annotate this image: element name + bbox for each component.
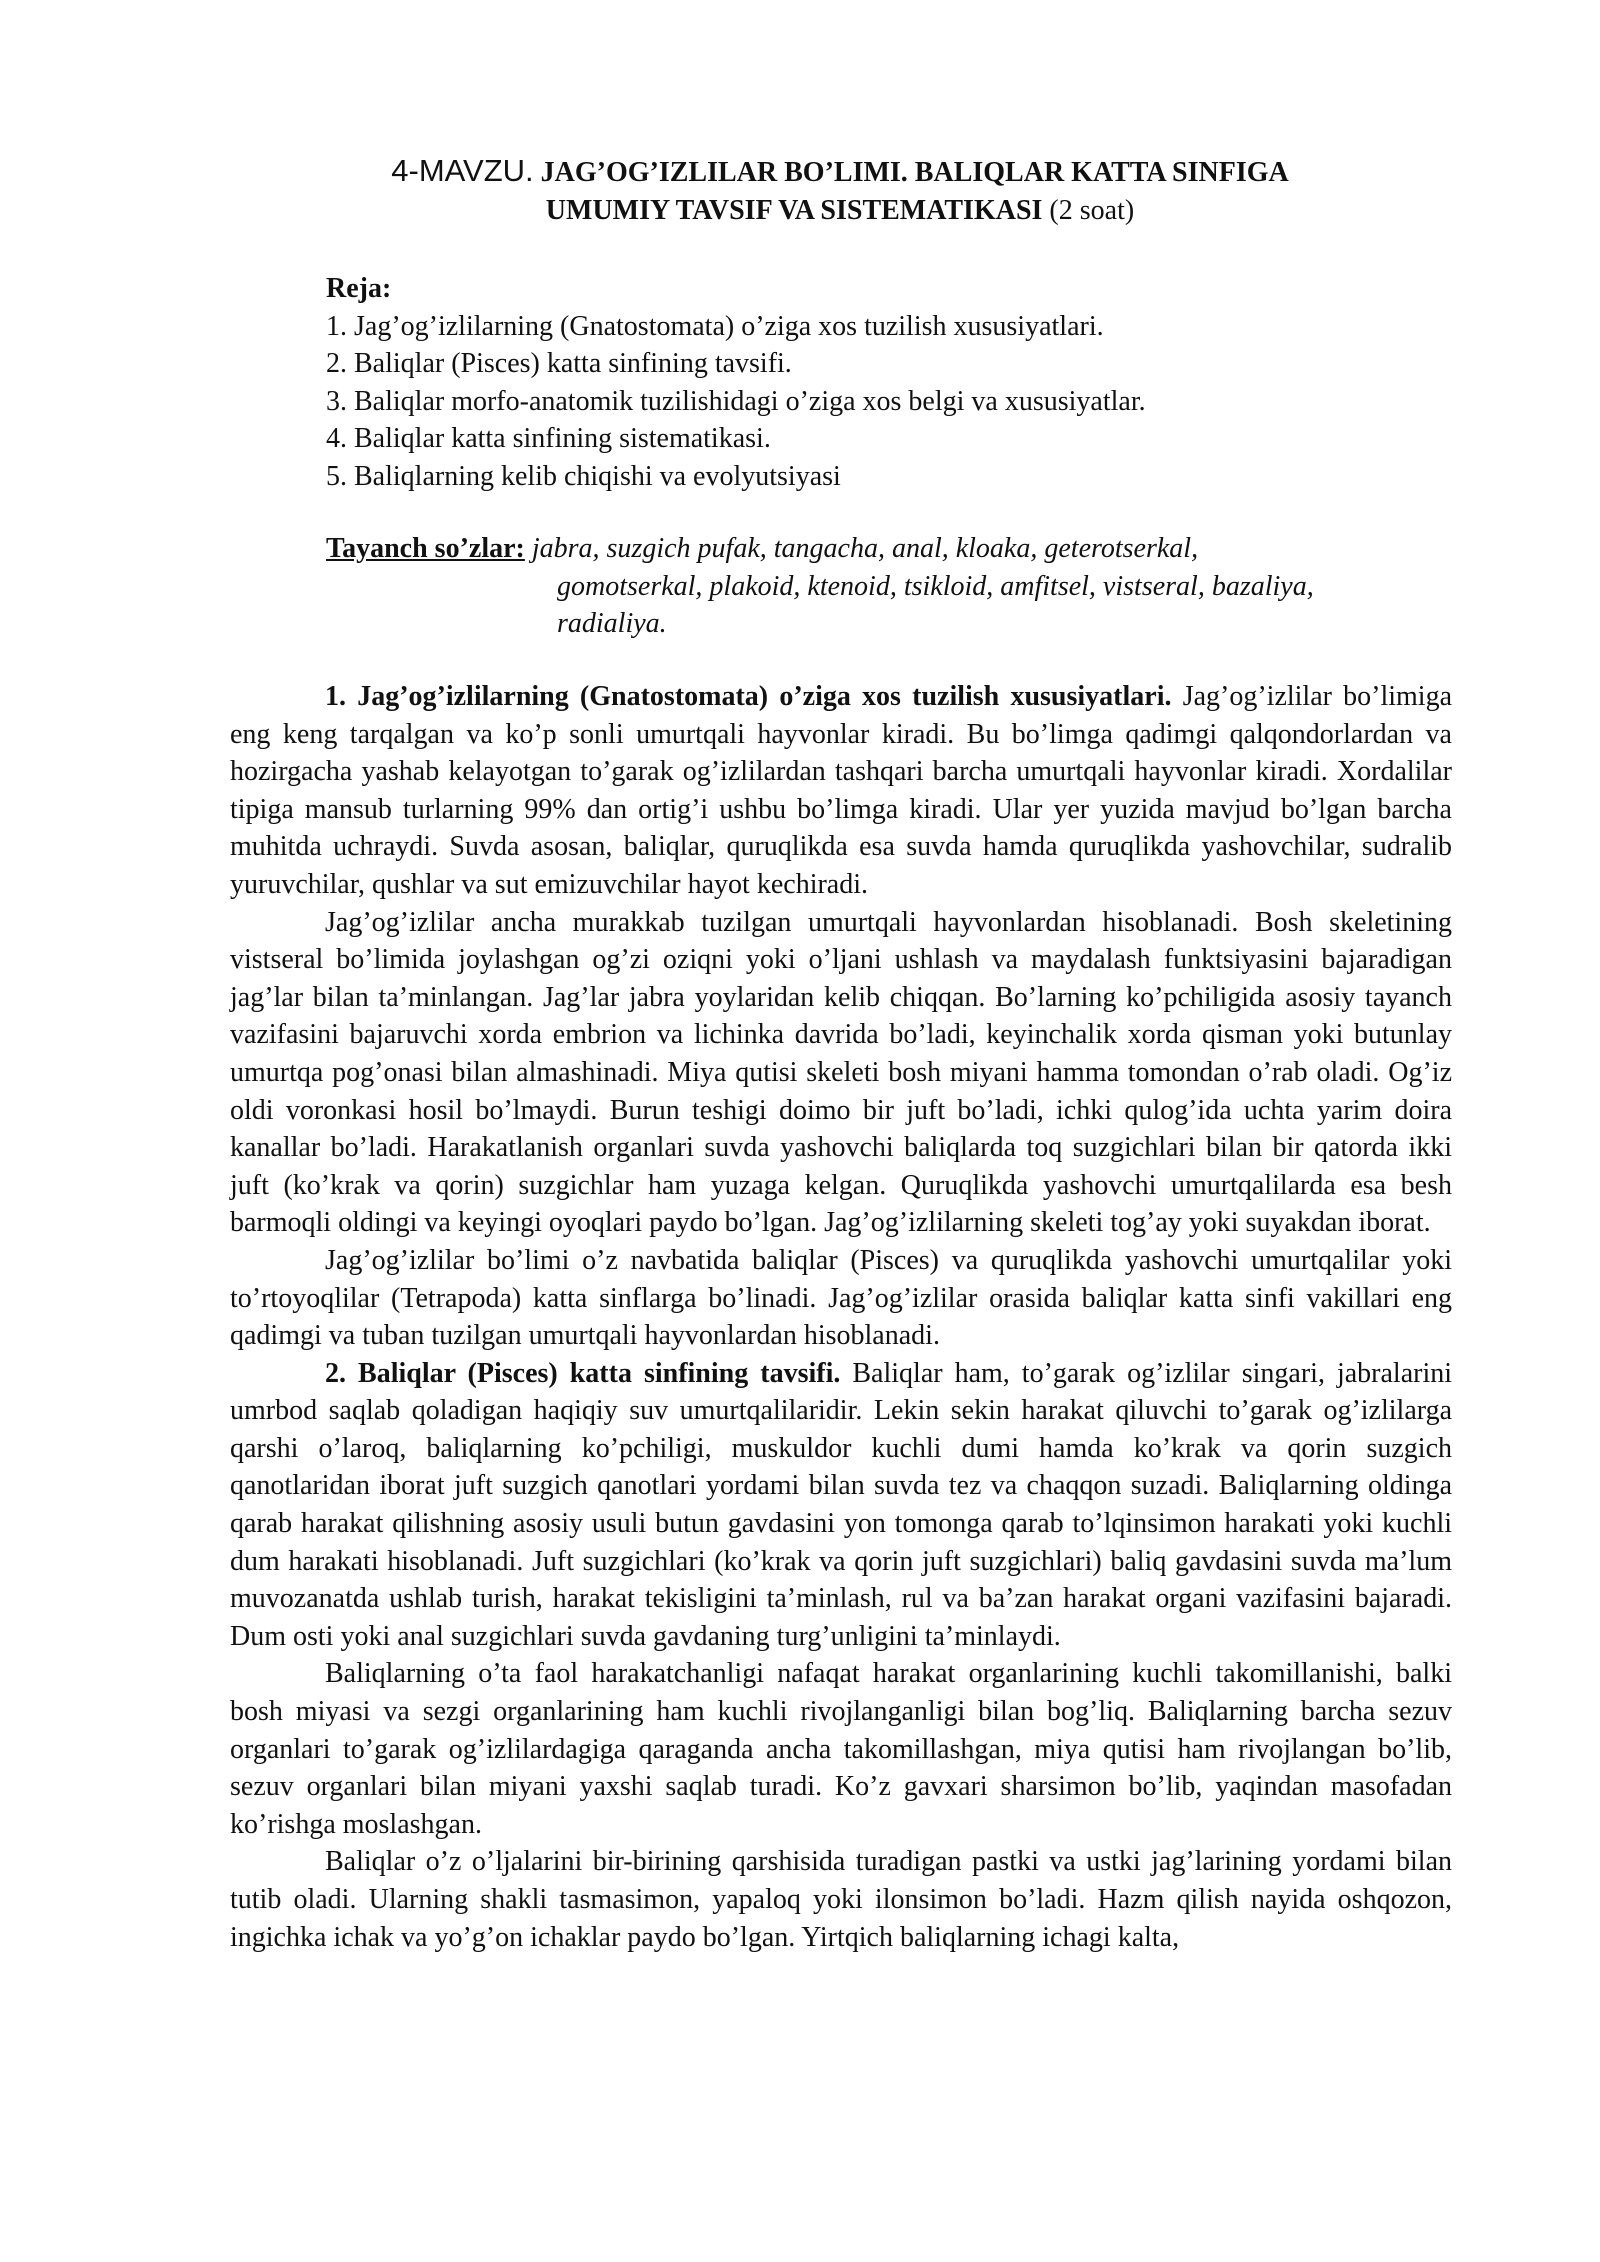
plan-item: 5. Baliqlarning kelib chiqishi va evolyutsiyasi <box>326 460 841 492</box>
paragraph <box>230 1242 1452 1355</box>
paragraph <box>230 1355 1452 1656</box>
section-heading: 2. Baliqlar (Pisces) katta sinfining tavsifi. <box>325 1357 841 1389</box>
paragraph-text: Jag’og’izlilar bo’limi o’z navbatida baliqlar (Pisces) va quruqlikda yashovchi umurtqalilar yoki to’rtoyoqlilar (Tetrapoda) katta sinflarga bo’linadi. Jag’og’izlilar orasida baliqlar katta sinfi vakillari eng qadimgi va tuban tuzilgan umurtqali hayvonlardan hisoblanadi. <box>230 1244 1452 1352</box>
keywords-text-3: radialiya. <box>557 608 667 639</box>
title-bold-line-1: JAG’OG’IZLILAR BO’LIMI. BALIQLAR KATTA SINFIGA <box>540 157 1289 188</box>
keywords-text-1: jabra, suzgich pufak, tangacha, anal, kloaka, geterotserkal, <box>531 533 1199 564</box>
keywords-text-2: gomotserkal, plakoid, ktenoid, tsikloid, amfitsel, vistseral, bazaliya, <box>557 570 1314 602</box>
plan-heading: Reja: <box>326 273 392 304</box>
paragraph-text: Baliqlarning o’ta faol harakatchanligi nafaqat harakat organlarining kuchli takomillanishi, balki bosh miyasi va sezgi organlarining ham kuchli rivojlanganligi bilan bog’liq. Baliqlarning barcha sezuv organlari to’garak og’izlilardagiga qaraganda ancha takomillashgan, miya qutisi ham rivojlangan bo’lib, sezuv organlari bilan miyani yaxshi saqlab turadi. Ko’z gavxari sharsimon bo’lib, yaqindan masofadan ko’rishga moslashgan. <box>230 1658 1452 1840</box>
paragraph <box>230 678 1452 904</box>
keywords-section <box>326 530 1456 643</box>
paragraph-text: Jag’og’izlilar ancha murakkab tuzilgan umurtqali hayvonlardan hisoblanadi. Bosh skeletining vistseral bo’limida joylashgan og’zi oziqni yoki o’ljani ushlash va maydalash funktsiyasini bajaradigan jag’lar bilan ta’minlangan. Jag’lar jabra yoylaridan kelib chiqqan. Bo’larning ko’pchiligida asosiy tayanch vazifasini bajaruvchi xorda embrion va lichinka davrida bo’ladi, keyinchalik xorda qisman yoki butunlay umurtqa pog’onasi bilan almashinadi. Miya qutisi skeleti bosh miyani hamma tomondan o’rab oladi. Og’iz oldi voronkasi hosil bo’lmaydi. Burun teshigi doimo bir juft bo’ladi, ichki qulog’ida uchta yarim doira kanallar bo’ladi. Harakatlanish organlari suvda yashovchi baliqlarda toq suzgichlari bilan bir qatorda ikki juft (ko’krak va qorin) suzgichlar ham yuzaga kelgan. Quruqlikda yashovchi umurtqalilarda esa besh barmoqli oldingi va keyingi oyoqlari paydo bo’lgan. Jag’og’izlilarning skeleti tog’ay yoki suyakdan iborat. <box>230 906 1452 1239</box>
plan-item: 3. Baliqlar morfo-anatomik tuzilishidagi o’ziga xos belgi va xususiyatlar. <box>326 385 1146 417</box>
body-text <box>230 678 1452 1956</box>
section-heading: 1. Jag’og’izlilarning (Gnatostomata) o’ziga xos tuzilish xususiyatlari. <box>325 681 1172 712</box>
paragraph-text: Baliqlar ham, to’garak og’izlilar singari, jabralarini umrbod saqlab qoladigan haqiqiy suv umurtqalilaridir. Lekin sekin harakat qiluvchi to’garak og’izlilarga qarshi o’laroq, baliqlarning ko’pchiligi, muskuldor kuchli dumi hamda ko’krak va qorin suzgich qanotlaridan iborat juft suzgich qanotlari yordami bilan suvda tez va chaqqon suzadi. Baliqlarning oldinga qarab harakat qilishning asosiy usuli butun gavdasini yon tomonga qarab to’lqinsimon harakati yoki kuchli dum harakati hisoblanadi. Juft suzgichlari (ko’krak va qorin juft suzgichlari) baliq gavdasini suvda ma’lum muvozanatda ushlab turish, harakat tekisligini ta’minlash, rul va ba’zan harakat organi vazifasini bajaradi. Dum osti yoki anal suzgichlari suvda gavdaning turg’unligini ta’minlaydi. <box>230 1357 1452 1652</box>
title-line-2 <box>280 192 1400 230</box>
plan-item: 4. Baliqlar katta sinfining sistematikasi. <box>326 423 771 454</box>
plan-section <box>326 270 1426 495</box>
paragraph-text: Jag’og’izlilar bo’limiga eng keng tarqalgan va ko’p sonli umurtqali hayvonlar kiradi. Bu bo’limga qadimgi qalqondorlardan va hozirgacha yashab kelayotgan to’garak og’izlilardan tashqari barcha umurtqali hayvonlar kiradi. Xordalilar tipiga mansub turlarning 99% dan ortig’i ushbu bo’limga kiradi. Ular yer yuzida mavjud bo’lgan barcha muhitda uchraydi. Suvda asosan, baliqlar, quruqlikda esa suvda hamda quruqlikda yashovchilar, sudralib yuruvchilar, qushlar va sut emizuvchilar hayot kechiradi. <box>230 681 1453 900</box>
plan-item: 2. Baliqlar (Pisces) katta sinfining tavsifi. <box>326 348 792 379</box>
paragraph <box>230 1655 1452 1843</box>
topic-number: 4-MAVZU. <box>391 153 534 188</box>
title-hours: (2 soat) <box>1049 195 1135 226</box>
keywords-line-1 <box>326 530 1456 568</box>
page-title <box>280 152 1400 230</box>
title-line-1 <box>280 152 1400 192</box>
paragraph <box>230 904 1452 1242</box>
keywords-label: Tayanch so’zlar: <box>326 533 525 564</box>
title-bold-line-2: UMUMIY TAVSIF VA SISTEMATIKASI <box>545 195 1043 226</box>
paragraph-text: Baliqlar o’z o’ljalarini bir-birining qarshisida turadigan pastki va ustki jag’larining yordami bilan tutib oladi. Ularning shakli tasmasimon, yapaloq yoki ilonsimon bo’ladi. Hazm qilish nayida oshqozon, ingichka ichak va yo’g’on ichaklar paydo bo’lgan. Yirtqich baliqlarning ichagi kalta, <box>230 1846 1452 1953</box>
plan-item: 1. Jag’og’izlilarning (Gnatostomata) o’ziga xos tuzilish xususiyatlari. <box>326 310 1104 342</box>
paragraph <box>230 1843 1452 1956</box>
